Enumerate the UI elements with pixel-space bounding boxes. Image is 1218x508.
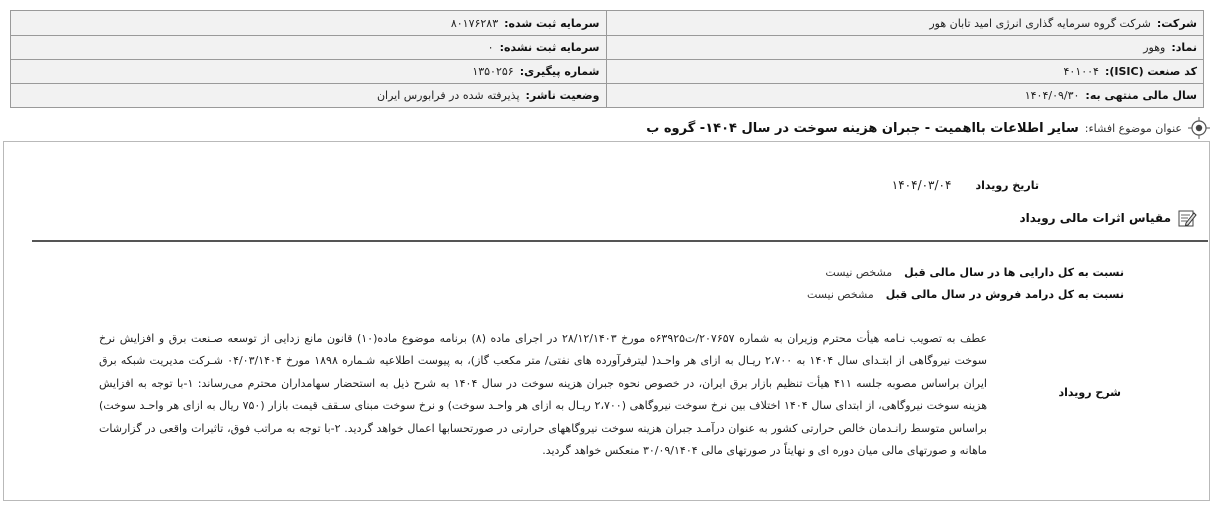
event-date-row <box>892 178 1039 192</box>
ratio-sales-value: مشخص نیست <box>806 288 874 301</box>
unregistered-capital-cell <box>11 36 607 60</box>
ratio-assets-row <box>825 266 1124 279</box>
symbol-value: وهور <box>1143 41 1166 54</box>
section-title: مقیاس اثرات مالی رویداد <box>1019 211 1171 225</box>
publisher-status-cell <box>11 84 607 108</box>
tracking-number-label: شماره پیگیری: <box>519 65 600 78</box>
registered-capital-cell <box>11 11 607 36</box>
company-value: شرکت گروه سرمایه گذاری انرژی امید تابان هور <box>929 16 1151 30</box>
ratio-sales-label: نسبت به کل درامد فروش در سال مالی قبل <box>885 288 1124 301</box>
event-date-label: تاریخ رویداد <box>975 178 1039 192</box>
financial-impact-heading <box>1020 208 1197 228</box>
ratio-sales-row <box>807 288 1124 301</box>
note-edit-icon <box>1177 208 1197 228</box>
symbol-cell <box>607 36 1205 60</box>
unregistered-capital-value: ۰ <box>487 41 494 54</box>
registered-capital-label: سرمایه ثبت شده: <box>504 16 600 30</box>
event-panel <box>3 141 1210 501</box>
registered-capital-value: ۸۰۱۷۶۲۸۳ <box>450 16 499 30</box>
section-divider <box>32 240 1208 242</box>
fiscal-year-label: سال مالی منتهی به: <box>1085 89 1197 102</box>
info-row <box>11 60 1204 84</box>
publisher-status-label: وضعیت ناشر: <box>525 89 600 102</box>
company-cell <box>607 11 1205 36</box>
fiscal-year-value: ۱۴۰۴/۰۹/۳۰ <box>1024 89 1080 102</box>
isic-value: ۴۰۱۰۰۴ <box>1063 65 1099 78</box>
disclosure-subject <box>646 117 1210 139</box>
isic-label: کد صنعت (ISIC): <box>1104 65 1197 78</box>
ratio-assets-label: نسبت به کل دارایی ها در سال مالی قبل <box>904 266 1124 279</box>
description-text: عطف به تصویب نـامه هیأت محترم وزیران به شماره ۲۰۷۶۵۷/ت۶۳۹۲۵ه مورخ ۲۸/۱۲/۱۴۰۳ در اجرای ماده (۸) برنامه موضوع ماده(۱۰) قانون مانع زدایی از توسعه صـنعت برق و افزایش نرخ سوخت نیروگاهی از ابتـدای سال ۱۴۰۴ به ۲،۷۰۰ ریـال به ازای هر واحـد( لیترفرآورده های نفتی/ متر مکعب گاز)، به پیوست اطلاعیه شـماره ۱۸۹۸ مورخ ۰۴/۰۳/۱۴۰۴ شـرکت مدیریت شبکه برق ایران براساس مصوبه جلسه ۴۱۱ هیأت تنظیم بازار برق ایران، در خصوص نحوه جبران هزینه سوخت در سال ۱۴۰۴ به شرح ذیل به استحضار سهامداران محترم می‌رساند: ۱-با توجه به افزایش هزینه سوخت نیروگاهی، از ابتدای سال ۱۴۰۴ اختلاف بین نرخ سوخت نیروگاهی (۲،۷۰۰ ریـال به ازای هر واحـد سوخت) و نرخ سوخت مبنای سـقف قیمت بازار (۷۵۰ ریال به ازای هر واحـد سوخت) براساس متوسط رانـدمان خالص حرارتی کشور به عنوان درآمـد جبران هزینه سوخت نیروگاههای حرارتی در صورتحسابها اعمال خواهد گردید. ۲-با توجه به مراتب فوق، تاثیرات واقعی در گزارشات ماهانه و صورتهای مالی میان دوره ای و نهایتاً در صورتهای مالی ۳۰/۰۹/۱۴۰۴ منعکس خواهد گردید. <box>99 332 987 458</box>
info-row <box>11 36 1204 60</box>
company-info-grid <box>10 10 1204 108</box>
info-row <box>11 11 1204 36</box>
publisher-status-value: پذیرفته شده در فرابورس ایران <box>376 89 520 102</box>
subject-title: سایر اطلاعات بااهمیت - جبران هزینه سوخت در سال ۱۴۰۴- گروه ب <box>646 120 1079 136</box>
company-label: شرکت: <box>1156 16 1197 30</box>
description-label: شرح رویداد <box>1058 386 1121 399</box>
tracking-number-value: ۱۳۵۰۲۵۶ <box>472 65 514 78</box>
symbol-label: نماد: <box>1171 41 1197 54</box>
tracking-number-cell <box>11 60 607 84</box>
subject-label: عنوان موضوع افشاء: <box>1084 121 1182 135</box>
isic-cell <box>607 60 1205 84</box>
ratio-assets-value: مشخص نیست <box>825 266 893 279</box>
event-date-value: ۱۴۰۴/۰۳/۰۴ <box>891 178 952 192</box>
unregistered-capital-label: سرمایه ثبت نشده: <box>499 41 600 54</box>
fiscal-year-cell <box>607 84 1205 108</box>
target-icon <box>1188 117 1210 139</box>
info-row <box>11 84 1204 108</box>
